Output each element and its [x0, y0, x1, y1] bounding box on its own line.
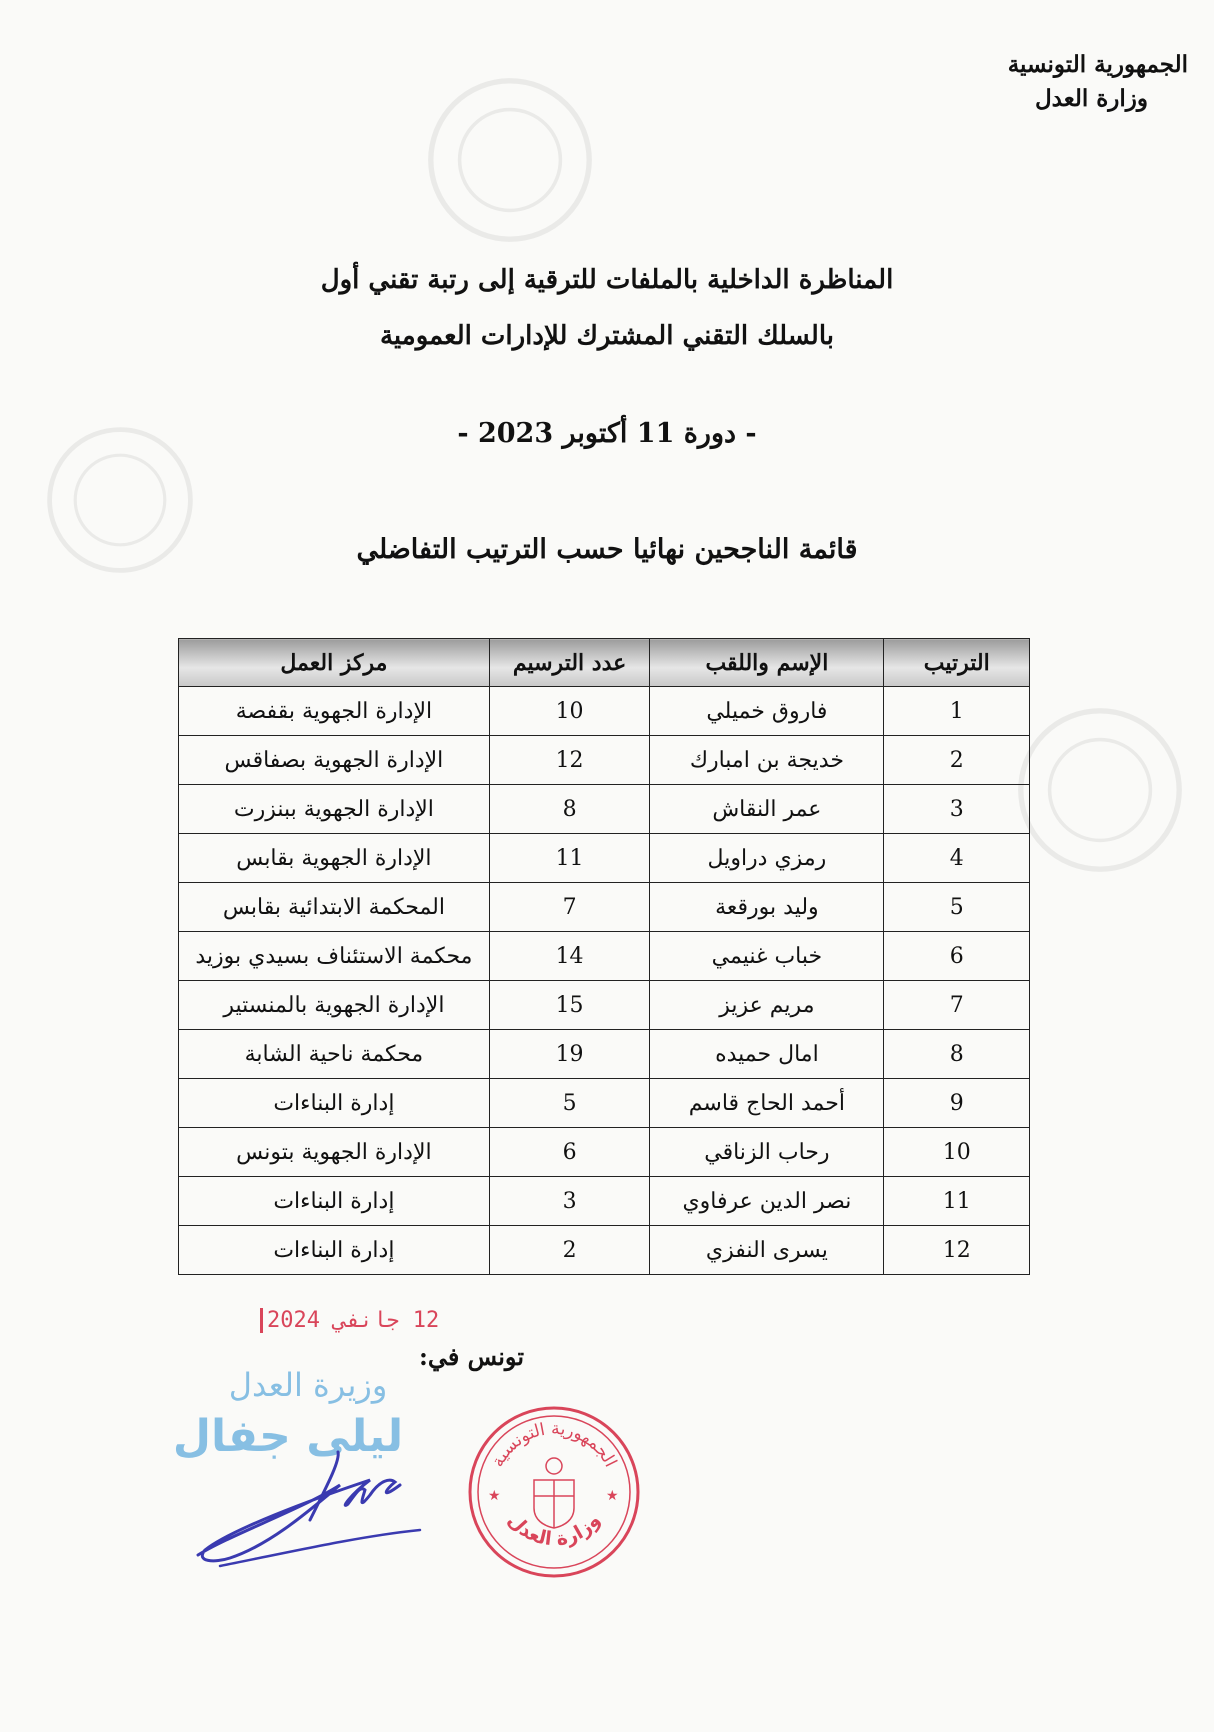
cell-name: رحاب الزناقي — [650, 1128, 884, 1177]
cell-workplace: الإدارة الجهوية بقفصة — [179, 687, 490, 736]
cell-registration: 11 — [489, 834, 650, 883]
cell-name: خديجة بن امبارك — [650, 736, 884, 785]
table-row — [179, 932, 1030, 981]
cell-workplace: الإدارة الجهوية بتونس — [179, 1128, 490, 1177]
cell-registration: 12 — [489, 736, 650, 785]
cell-registration: 6 — [489, 1128, 650, 1177]
cell-registration: 8 — [489, 785, 650, 834]
cell-registration: 14 — [489, 932, 650, 981]
session-date: - دورة 11 أكتوبر 2023 - — [457, 418, 757, 449]
cell-registration: 5 — [489, 1079, 650, 1128]
cell-rank: 10 — [884, 1128, 1030, 1177]
date-stamp-month: جانفي — [333, 1308, 400, 1333]
cell-name: وليد بورقعة — [650, 883, 884, 932]
cell-rank: 2 — [884, 736, 1030, 785]
place-date-label: تونس في: — [418, 1342, 524, 1371]
cell-name: رمزي دراويل — [650, 834, 884, 883]
table-row — [179, 883, 1030, 932]
signature-icon — [190, 1440, 430, 1570]
watermark-emblem-icon — [1010, 700, 1190, 880]
cell-name: عمر النقاش — [650, 785, 884, 834]
cell-rank: 9 — [884, 1079, 1030, 1128]
tunisia-coat-of-arms-icon — [534, 1458, 574, 1528]
header-registration: عدد الترسيم — [489, 639, 650, 687]
cell-registration: 19 — [489, 1030, 650, 1079]
cell-rank: 8 — [884, 1030, 1030, 1079]
list-title: قائمة الناجحين نهائيا حسب الترتيب التفاضلي — [356, 534, 858, 565]
cell-name: امال حميده — [650, 1030, 884, 1079]
title-line-1: المناظرة الداخلية بالملفات للترقية إلى رتبة تقني أول — [320, 265, 894, 295]
cell-name: يسرى النفزي — [650, 1226, 884, 1275]
table-row — [179, 1030, 1030, 1079]
cell-rank: 7 — [884, 981, 1030, 1030]
cell-rank: 4 — [884, 834, 1030, 883]
header-organization — [1008, 48, 1188, 116]
cell-workplace: الإدارة الجهوية بالمنستير — [179, 981, 490, 1030]
cell-name: نصر الدين عرفاوي — [650, 1177, 884, 1226]
table-row — [179, 981, 1030, 1030]
cell-name: فاروق خميلي — [650, 687, 884, 736]
document-title — [0, 252, 1214, 364]
cell-registration: 2 — [489, 1226, 650, 1275]
table-row — [179, 1079, 1030, 1128]
title-line-2: بالسلك التقني المشترك للإدارات العمومية — [379, 321, 834, 351]
cell-workplace: الإدارة الجهوية بقابس — [179, 834, 490, 883]
header-rank: الترتيب — [884, 639, 1030, 687]
cell-workplace: المحكمة الابتدائية بقابس — [179, 883, 490, 932]
cell-workplace: إدارة البناءات — [179, 1226, 490, 1275]
republic-name: الجمهورية التونسية — [1007, 51, 1188, 78]
results-table — [178, 638, 1030, 1275]
header-workplace: مركز العمل — [179, 639, 490, 687]
blue-stamp-line-2: ليلى جفال — [172, 1411, 404, 1462]
table-body — [179, 687, 1030, 1275]
date-stamp — [260, 1308, 439, 1333]
cell-registration: 10 — [489, 687, 650, 736]
blue-stamp-line-1: وزيرة العدل — [228, 1366, 388, 1404]
cell-rank: 11 — [884, 1177, 1030, 1226]
cell-registration: 7 — [489, 883, 650, 932]
cell-name: أحمد الحاج قاسم — [650, 1079, 884, 1128]
cell-workplace: إدارة البناءات — [179, 1177, 490, 1226]
cell-rank: 5 — [884, 883, 1030, 932]
seal-star-icon: ★ — [606, 1488, 619, 1504]
header-name: الإسم واللقب — [650, 639, 884, 687]
table-row — [179, 687, 1030, 736]
seal-bottom-text: وزارة العدل — [503, 1509, 605, 1551]
cell-name: خباب غنيمي — [650, 932, 884, 981]
cell-workplace: الإدارة الجهوية بصفاقس — [179, 736, 490, 785]
cell-rank: 6 — [884, 932, 1030, 981]
watermark-emblem-icon — [420, 70, 600, 250]
cell-workplace: الإدارة الجهوية ببنزرت — [179, 785, 490, 834]
table-row — [179, 785, 1030, 834]
cell-workplace: محكمة ناحية الشابة — [179, 1030, 490, 1079]
table-row — [179, 1128, 1030, 1177]
seal-top-text: الجمهورية التونسية — [487, 1418, 621, 1471]
table-row — [179, 1226, 1030, 1275]
cell-workplace: محكمة الاستئناف بسيدي بوزيد — [179, 932, 490, 981]
seal-star-icon: ★ — [488, 1488, 501, 1504]
cell-rank: 1 — [884, 687, 1030, 736]
cell-rank: 3 — [884, 785, 1030, 834]
table-header-row — [179, 639, 1030, 687]
date-stamp-day: 12 — [412, 1308, 440, 1333]
ministry-name: وزارة العدل — [1034, 85, 1148, 112]
ministry-seal — [466, 1404, 642, 1580]
cell-registration: 15 — [489, 981, 650, 1030]
cell-registration: 3 — [489, 1177, 650, 1226]
cell-name: مريم عزيز — [650, 981, 884, 1030]
table-row — [179, 834, 1030, 883]
date-stamp-year: 2024 — [260, 1308, 320, 1333]
cell-rank: 12 — [884, 1226, 1030, 1275]
table-row — [179, 1177, 1030, 1226]
table-row — [179, 736, 1030, 785]
cell-workplace: إدارة البناءات — [179, 1079, 490, 1128]
